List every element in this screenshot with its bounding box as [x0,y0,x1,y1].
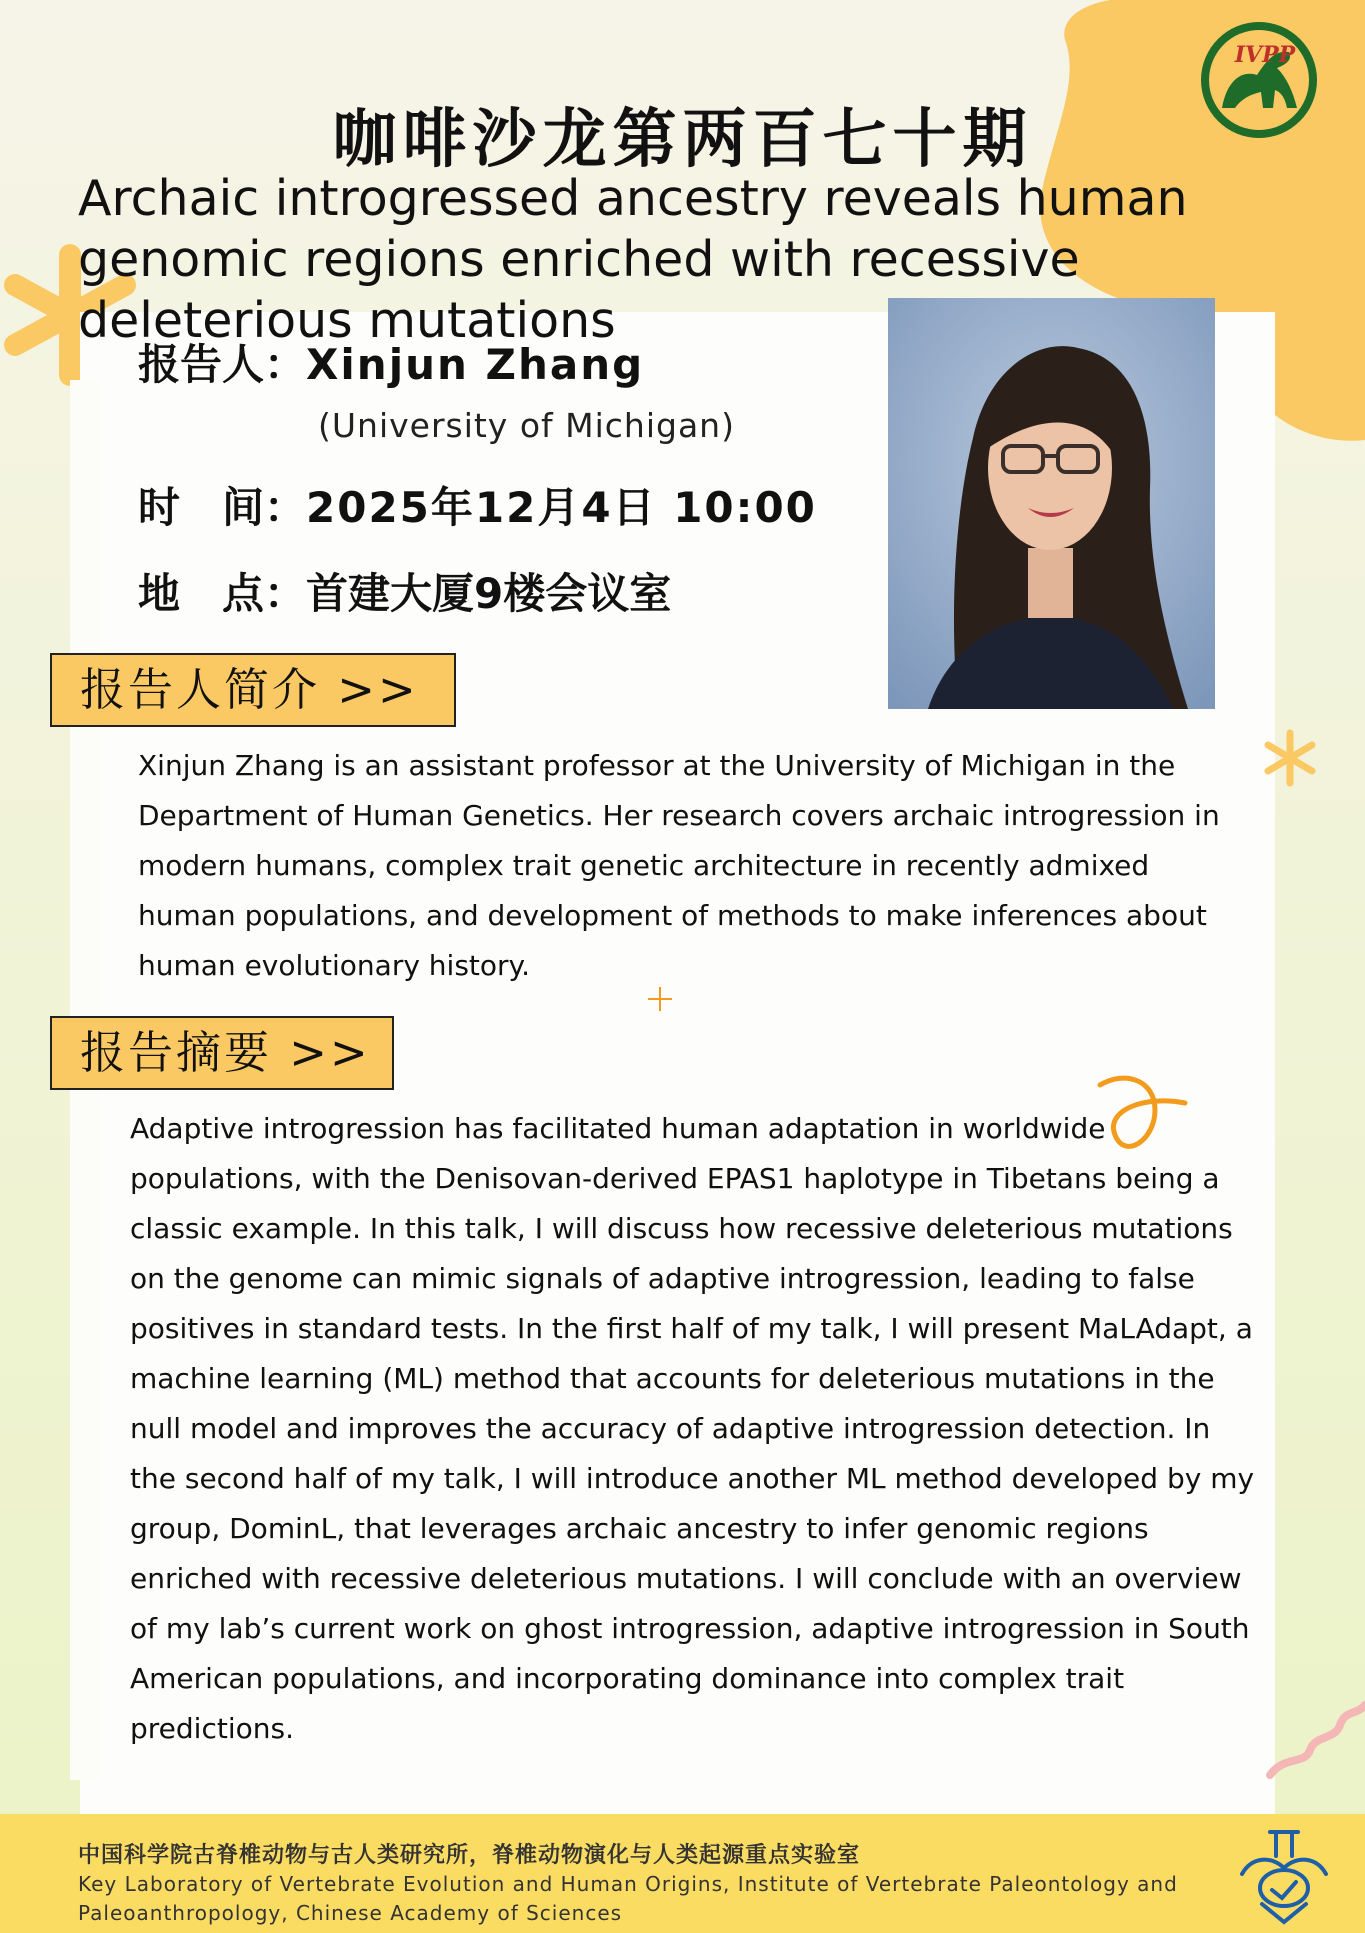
bio-section-tag: 报告人简介 >> [50,653,456,727]
place-row [138,561,671,621]
speaker-portrait [888,298,1215,709]
time-row [138,475,817,535]
plus-decoration [648,987,672,1011]
place-value: 首建大厦9楼会议室 [306,569,672,618]
salon-title: 咖啡沙龙第两百七十期 [332,103,1033,177]
speaker-photo [888,298,1215,709]
time-value: 2025年12月4日 10:00 [306,483,817,532]
place-label: 地 点： [138,569,307,618]
logo-text: IVPP [1234,42,1296,68]
bio-text: Xinjun Zhang is an assistant professor at the University of Michigan in the Department of Human Genetics. Her research covers archaic introgression in modern humans, complex trait genetic architecture in recently admixed human populations, and development of methods to make inferences about human evolutionary history. [138,749,1220,982]
pink-squiggle-decoration [1265,1690,1365,1790]
footer-institute-cn: 中国科学院古脊椎动物与古人类研究所，脊椎动物演化与人类起源重点实验室 [78,1843,861,1868]
time-label: 时 间： [138,483,307,532]
speaker-label: 报告人： [138,340,307,389]
vertebra-lab-logo-icon [1232,1826,1336,1926]
speaker-name: Xinjun Zhang [306,340,645,389]
talk-title: Archaic introgressed ancestry reveals human genomic regions enriched with recessive deleterious mutations [78,170,1188,349]
footer-institute-en: Key Laboratory of Vertebrate Evolution and Human Origins, Institute of Vertebrate Paleontology and Paleoanthropology, Chinese Academy of Sciences [78,1872,1178,1925]
asterisk-decoration-right [1260,728,1320,788]
abstract-text: Adaptive introgression has facilitated human adaptation in worldwide populations, with the Denisovan-derived EPAS1 haplotype in Tibetans being a classic example. In this talk, I will discuss how recessive deleterious mutations on the genome can mimic signals of adaptive introgression, leading to false positives in standard tests. In the first half of my talk, I will present MaLAdapt, a machine learning (ML) method that accounts for deleterious mutations in the null model and improves the accuracy of adaptive introgression detection. In the second half of my talk, I will introduce another ML method developed by my group, DominL, that leverages archaic ancestry to infer genomic regions enriched with recessive deleterious mutations. I will conclude with an overview of my lab’s current work on ghost introgression, adaptive introgression in South American populations, and incorporating dominance into complex trait predictions. [130,1112,1255,1745]
speaker-affiliation: (University of Michigan) [318,406,735,445]
speaker-row [138,332,644,392]
abstract-section-tag: 报告摘要 >> [50,1016,394,1090]
